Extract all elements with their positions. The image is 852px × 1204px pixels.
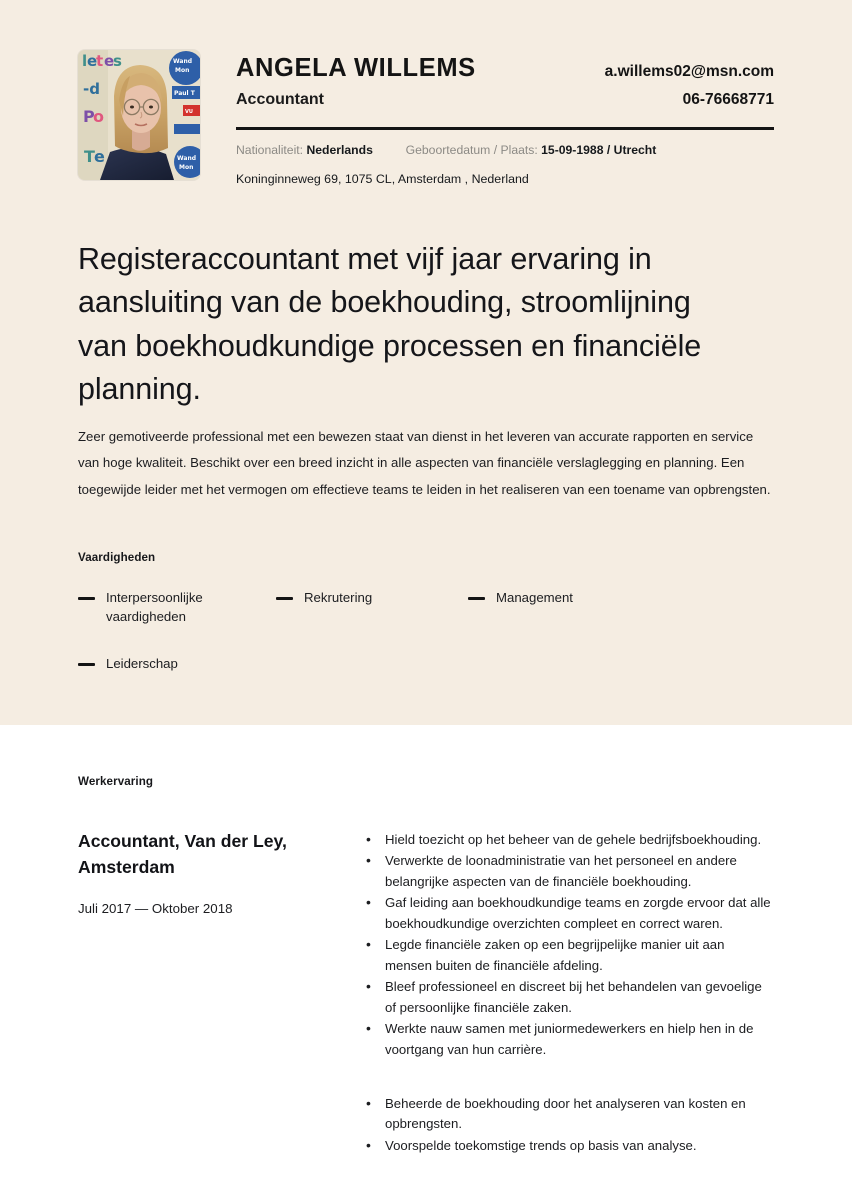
skill-label: Rekrutering [304,590,373,605]
dash-icon [78,663,95,666]
experience-entry [78,1092,774,1157]
experience-entry-bullets [363,828,774,1061]
experience-entry-bullets [363,1092,774,1157]
experience-entry-meta [78,828,363,1061]
header-text-block [236,50,774,186]
address-value: Koninginneweg 69, 1075 CL, Amsterdam , Nederland [236,171,529,186]
birthdate-label: Geboortedatum / Plaats: [405,143,538,158]
page-title: ANGELA WILLEMS [236,54,476,82]
skill-label: Management [496,590,573,605]
dash-icon [78,597,95,600]
email-value[interactable]: a.willems02@msn.com [604,63,774,80]
birthdate-value: 15-09-1988 / Utrecht [541,143,657,158]
profile-summary: Zeer gemotiveerde professional met een bewezen staat van dienst in het leveren van accurate rapporten en service van hoge kwaliteit. Beschikt over een breed inzicht in alle aspecten van financiële verslaglegging en planning. Een toegewijde leider met het vermogen om effectieve teams te leiden in het realiseren van een toename van opbrengsten. [78,429,771,497]
list-item: • Beheerde de boekhouding door het analyseren van kosten en opbrengsten. [363,1094,774,1135]
title-and-phone-row [236,91,774,109]
svg-text:Wand: Wand [177,155,197,162]
svg-text:Mon: Mon [175,67,190,74]
skill-item [78,655,276,674]
svg-text:s: s [113,52,122,70]
svg-text:Wand: Wand [173,58,193,65]
list-item: • Hield toezicht op het beheer van de gehele bedrijfsboekhouding. [363,830,774,850]
svg-text:P: P [83,107,95,126]
experience-entry-meta [78,1092,363,1157]
skill-item [276,589,468,626]
job-title: Accountant [236,91,324,109]
personal-details-row [236,142,774,160]
svg-text:t: t [96,52,104,70]
nationality-label: Nationaliteit: [236,143,304,158]
profile-photo [78,50,200,180]
phone-value[interactable]: 06-76668771 [682,91,774,109]
skills-section [78,551,778,674]
experience-section-label: Werkervaring [78,775,154,788]
experience-dates: Juli 2017 — Oktober 2018 [78,900,233,916]
skills-grid [78,589,778,674]
header-divider [236,127,774,130]
dash-icon [468,597,485,600]
svg-text:o: o [93,107,104,126]
list-item: • Verwerkte de loonadministratie van het personeel en andere belangrijke aspecten van de financiële boekhouding. [363,851,774,892]
list-item: • Werkte nauw samen met juniormedewerkers en hielp hen in de voortgang van hun carrière. [363,1019,774,1060]
svg-text:e: e [104,52,115,70]
experience-role: Accountant, Van der Ley, Amsterdam [78,831,287,878]
svg-text:Paul T: Paul T [174,90,195,97]
resume-header [78,50,774,186]
list-item: • Legde financiële zaken op een begrijpelijke manier uit aan mensen buiten de financiële afdeling. [363,935,774,976]
skill-label: Interpersoonlijke vaardigheden [106,590,203,624]
svg-text:l: l [82,52,88,70]
skill-item [468,589,778,626]
bullet-list [363,1094,774,1156]
svg-text:-d: -d [83,80,100,98]
skill-label: Leiderschap [106,656,178,672]
name-and-email-row [236,54,774,82]
skill-item [78,589,276,626]
list-item: • Voorspelde toekomstige trends op basis van analyse. [363,1136,774,1156]
experience-entry [78,828,774,1061]
nationality-value: Nederlands [306,143,373,158]
bullet-list [363,830,774,1060]
skills-section-label: Vaardigheden [78,551,156,564]
svg-text:VU: VU [185,109,193,115]
list-item: • Gaf leiding aan boekhoudkundige teams en zorgde ervoor dat alle boekhoudkundige overzichten compleet en correct waren. [363,893,774,934]
svg-text:e: e [94,147,105,166]
svg-text:T: T [84,147,95,166]
svg-text:e: e [87,52,98,70]
list-item: • Bleef professioneel en discreet bij het behandelen van gevoelige of persoonlijke financiële zaken. [363,977,774,1018]
profile-headline: Registeraccountant met vijf jaar ervaring in aansluiting van de boekhouding, stroomlijning van boekhoudkundige processen en financiële planning. [78,242,702,406]
dash-icon [276,597,293,600]
svg-text:Mon: Mon [179,164,194,171]
